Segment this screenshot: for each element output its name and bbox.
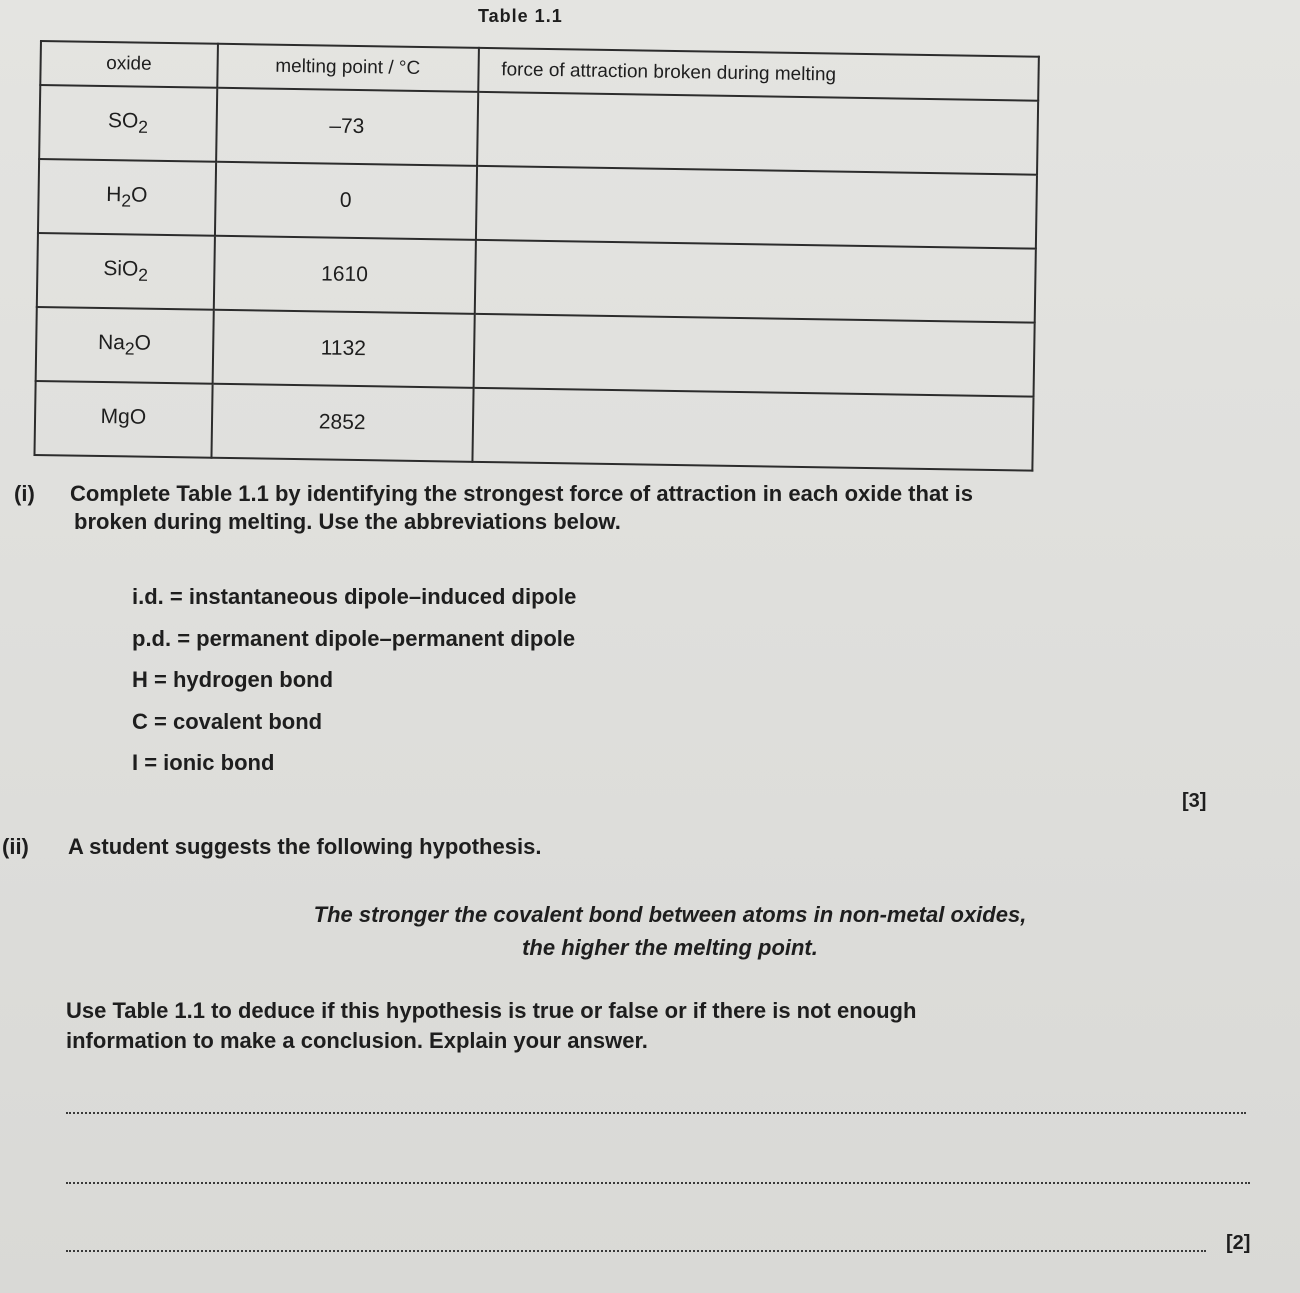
hypothesis-line2: the higher the melting point.: [522, 935, 818, 960]
instruction-line2: information to make a conclusion. Explain your answer.: [66, 1028, 648, 1053]
melting-point-value: 1132: [212, 310, 474, 388]
oxide-table: [33, 40, 1039, 472]
melting-point-value: 2852: [211, 384, 473, 462]
force-answer-cell[interactable]: [477, 92, 1038, 175]
table-row: [34, 381, 1033, 471]
part-ii-number: (ii): [2, 834, 29, 859]
instruction-line1: Use Table 1.1 to deduce if this hypothesis is true or false or if there is not enough: [66, 998, 917, 1023]
header-oxide: oxide: [40, 41, 217, 88]
force-answer-cell[interactable]: [473, 314, 1034, 397]
force-answer-cell[interactable]: [474, 240, 1035, 323]
oxide-formula: $SO_2$: [39, 85, 217, 162]
table-title: Table 1.1: [478, 6, 563, 26]
part-ii-intro: A student suggests the following hypothesis.: [68, 834, 542, 859]
answer-line[interactable]: [66, 1182, 1250, 1184]
force-answer-cell[interactable]: [476, 166, 1037, 249]
force-answer-cell[interactable]: [472, 388, 1033, 471]
header-melting-point: melting point / °C: [217, 44, 479, 92]
abbreviation-i: I = ionic bond: [132, 750, 275, 775]
hypothesis-line1: The stronger the covalent bond between atoms in non-metal oxides,: [313, 902, 1027, 927]
marks-part-i: [3]: [1182, 790, 1207, 812]
abbreviation-h: H = hydrogen bond: [132, 667, 334, 692]
abbreviation-list: [132, 582, 576, 790]
oxide-formula: SiO$_2$: [37, 233, 215, 310]
abbreviation-id: i.d. = instantaneous dipole–induced dipole: [132, 584, 577, 609]
abbreviation-c: C = covalent bond: [132, 708, 323, 734]
question-part-ii: [2, 834, 541, 860]
oxide-formula: MgO: [34, 381, 212, 458]
melting-point-value: 0: [215, 162, 477, 240]
answer-line[interactable]: [66, 1250, 1206, 1252]
oxide-formula: $H_2O$: [38, 159, 216, 236]
oxide-formula: $Na_2O$: [36, 307, 214, 384]
melting-point-value: –73: [216, 88, 478, 166]
part-i-number: (i): [14, 481, 35, 506]
instruction: [66, 996, 1256, 1056]
part-i-text-line2: broken during melting. Use the abbreviations below.: [74, 509, 621, 534]
hypothesis: [180, 898, 1160, 964]
marks-part-ii: [2]: [1226, 1232, 1251, 1254]
part-i-text-line1: Complete Table 1.1 by identifying the strongest force of attraction in each oxide that is: [70, 481, 973, 506]
answer-line[interactable]: [66, 1112, 1246, 1114]
question-part-i: [14, 480, 1214, 536]
header-force-of-attraction: force of attraction broken during melting: [478, 48, 1039, 101]
melting-point-value: 1610: [213, 236, 475, 314]
abbreviation-pd: p.d. = permanent dipole–permanent dipole: [132, 625, 576, 651]
